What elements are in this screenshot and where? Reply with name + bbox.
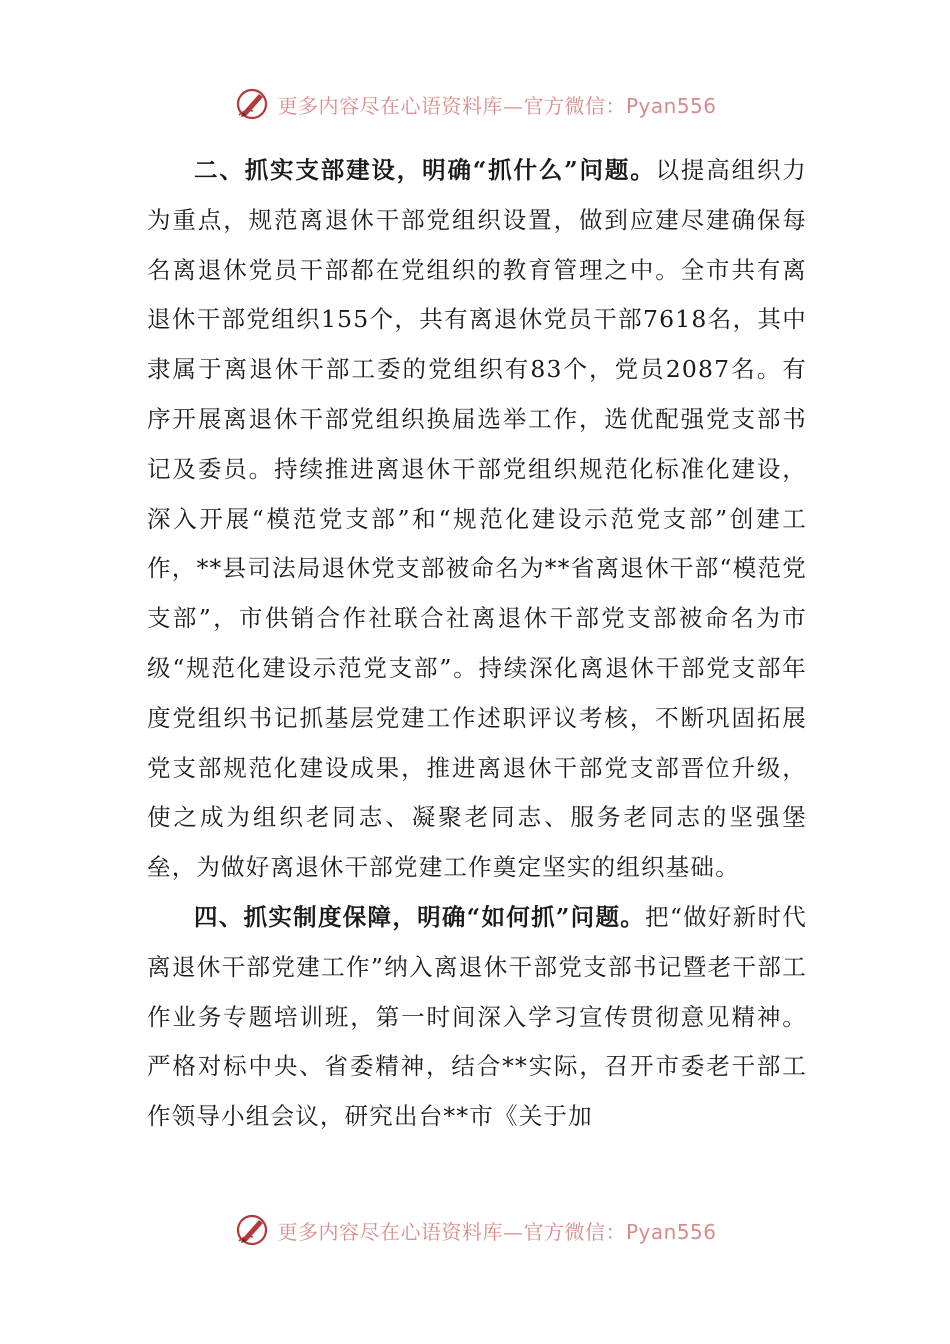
paragraph-heading: 二、抓实支部建设，明确“抓什么”问题。 <box>194 156 656 184</box>
document-body <box>147 146 807 1142</box>
paragraph-system-guarantee <box>147 893 807 1142</box>
watermark-text-cn: 更多内容尽在心语资料库—官方微信： <box>277 93 626 118</box>
paragraph-body: 以提高组织力为重点，规范离退休干部党组织设置，做到应建尽建确保每名离退休党员干部都在党组织的教育管理之中。全市共有离退休干部党组织155个，共有离退休党员干部7618名，其中隶属于离退休干部工委的党组织有83个，党员2087名。有序开展离退休干部党组织换届选举工作，选优配强党支部书记及委员。持续推进离退休干部党组织规范化标准化建设，深入开展“模范党支部”和“规范化建设示范党支部”创建工作，**县司法局退休党支部被命名为**省离退休干部“模范党支部”，市供销合作社联合社离退休干部党支部被命名为市级“规范化建设示范党支部”。持续深化离退休干部党支部年度党组织书记抓基层党建工作述职评议考核，不断巩固拓展党支部规范化建设成果，推进离退休干部党支部晋位升级，使之成为组织老同志、凝聚老同志、服务老同志的坚强堡垒，为做好离退休干部党建工作奠定坚实的组织基础。 <box>147 156 807 882</box>
watermark-wechat-id: Pyan556 <box>625 93 717 118</box>
watermark-banner-top <box>0 82 950 126</box>
paragraph-body: 把“做好新时代离退休干部党建工作”纳入离退休干部党支部书记暨老干部工作业务专题培训班，第一时间深入学习宣传贯彻意见精神。严格对标中央、省委精神，结合**实际，召开市委老干部工作领导小组会议，研究出台**市《关于加 <box>147 902 807 1131</box>
pen-logo-icon <box>233 85 271 123</box>
watermark-text <box>277 90 716 119</box>
paragraph-heading: 四、抓实制度保障，明确“如何抓”问题。 <box>194 902 646 931</box>
pen-logo-icon <box>233 1211 271 1249</box>
watermark-banner-bottom <box>0 1208 950 1252</box>
watermark-text-cn: 更多内容尽在心语资料库—官方微信： <box>277 1219 626 1244</box>
watermark-text <box>277 1216 716 1245</box>
paragraph-branch-building <box>147 146 807 893</box>
watermark-wechat-id: Pyan556 <box>625 1219 717 1244</box>
